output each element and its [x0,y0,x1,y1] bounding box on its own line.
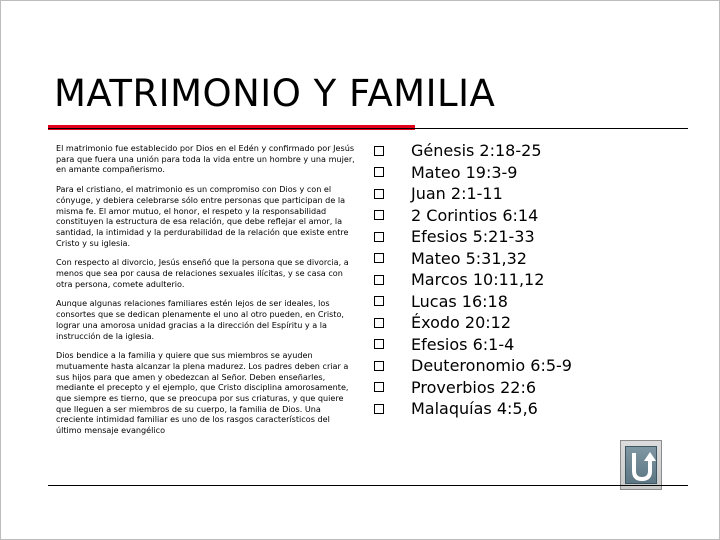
list-item [374,205,572,227]
list-item [374,291,572,313]
square-bullet-icon [374,146,384,156]
reference-text: 2 Corintios 6:14 [411,205,539,225]
paragraph: Dios bendice a la familia y quiere que sus miembros se ayuden mutuamente hasta alcanzar la plena madurez. Los padres deben criar a sus hijos para que amen y obedezcan al Señor. Deben enseñarles, mediante el precepto y el ejemplo, que Cristo disciplina amorosamente, que siempre es tierno, que se preocupa por sus criaturas, y que quiere que lleguen a ser miembros de su cuerpo, la familia de Dios. Una creciente intimidad familiar es uno de los rasgos característicos del último mensaje evangélico [56,350,349,436]
u-turn-return-icon [621,441,663,491]
paragraph: El matrimonio fue establecido por Dios en el Edén y confirmado por Jesús para que fuera una unión para toda la vida entre un hombre y una mujer, en amante compañerismo. [56,143,355,175]
reference-text: Deuteronomio 6:5-9 [411,356,572,375]
reference-text: Mateo 19:3-9 [411,162,518,182]
list-item [374,162,572,184]
list-item [374,355,572,377]
reference-text: Mateo 5:31,32 [411,248,527,268]
paragraph: Con respecto al divorcio, Jesús enseñó que la persona que se divorcia, a menos que sea por causa de relaciones sexuales ilícitas, y se casa con otra persona, comete adulterio. [56,257,349,289]
list-item [374,334,572,356]
square-bullet-icon [374,189,384,199]
scripture-reference-list [374,140,572,420]
reference-text: Éxodo 20:12 [411,313,512,332]
paragraph: Para el cristiano, el matrimonio es un compromiso con Dios y con el cónyuge, y debiera celebrarse sólo entre personas que participan de la misma fe. El amor mutuo, el honor, el respeto y la responsabilidad constituyen la estructura de esa relación, que debe reflejar el amor, la santidad, la intimidad y la perdurabilidad de la relación que existe entre Cristo y su iglesia. [56,184,349,248]
reference-text: Efesios 5:21-33 [411,227,535,246]
reference-text: Malaquías 4:5,6 [411,399,538,418]
square-bullet-icon [374,296,384,306]
square-bullet-icon [374,210,384,220]
slide-title: MATRIMONIO Y FAMILIA [54,72,496,115]
square-bullet-icon [374,339,384,349]
footer-divider-rule [48,485,688,486]
list-item [374,226,572,248]
list-item [374,183,572,205]
title-divider-rule [48,128,688,129]
square-bullet-icon [374,361,384,371]
list-item [374,269,572,291]
reference-text: Génesis 2:18-25 [411,141,542,160]
square-bullet-icon [374,167,384,177]
slide-border-left [0,0,1,540]
reference-text: Proverbios 22:6 [411,377,537,397]
square-bullet-icon [374,232,384,242]
square-bullet-icon [374,318,384,328]
paragraph: Aunque algunas relaciones familiares estén lejos de ser ideales, los consortes que se dedican plenamente el uno al otro pueden, en Cristo, lograr una amorosa unidad gracias a la dirección del Espíritu y a la instrucción de la iglesia. [56,298,344,341]
square-bullet-icon [374,382,384,392]
square-bullet-icon [374,404,384,414]
reference-text: Efesios 6:1-4 [411,334,515,354]
square-bullet-icon [374,275,384,285]
list-item [374,312,572,334]
list-item [374,398,572,420]
reference-text: Lucas 16:18 [411,291,508,311]
body-text [56,143,356,445]
list-item [374,377,572,399]
list-item [374,248,572,270]
reference-text: Marcos 10:11,12 [411,270,545,289]
list-item [374,140,572,162]
reference-text: Juan 2:1-11 [411,184,503,203]
return-button[interactable] [620,440,662,490]
square-bullet-icon [374,253,384,263]
slide-border-top [0,0,720,1]
